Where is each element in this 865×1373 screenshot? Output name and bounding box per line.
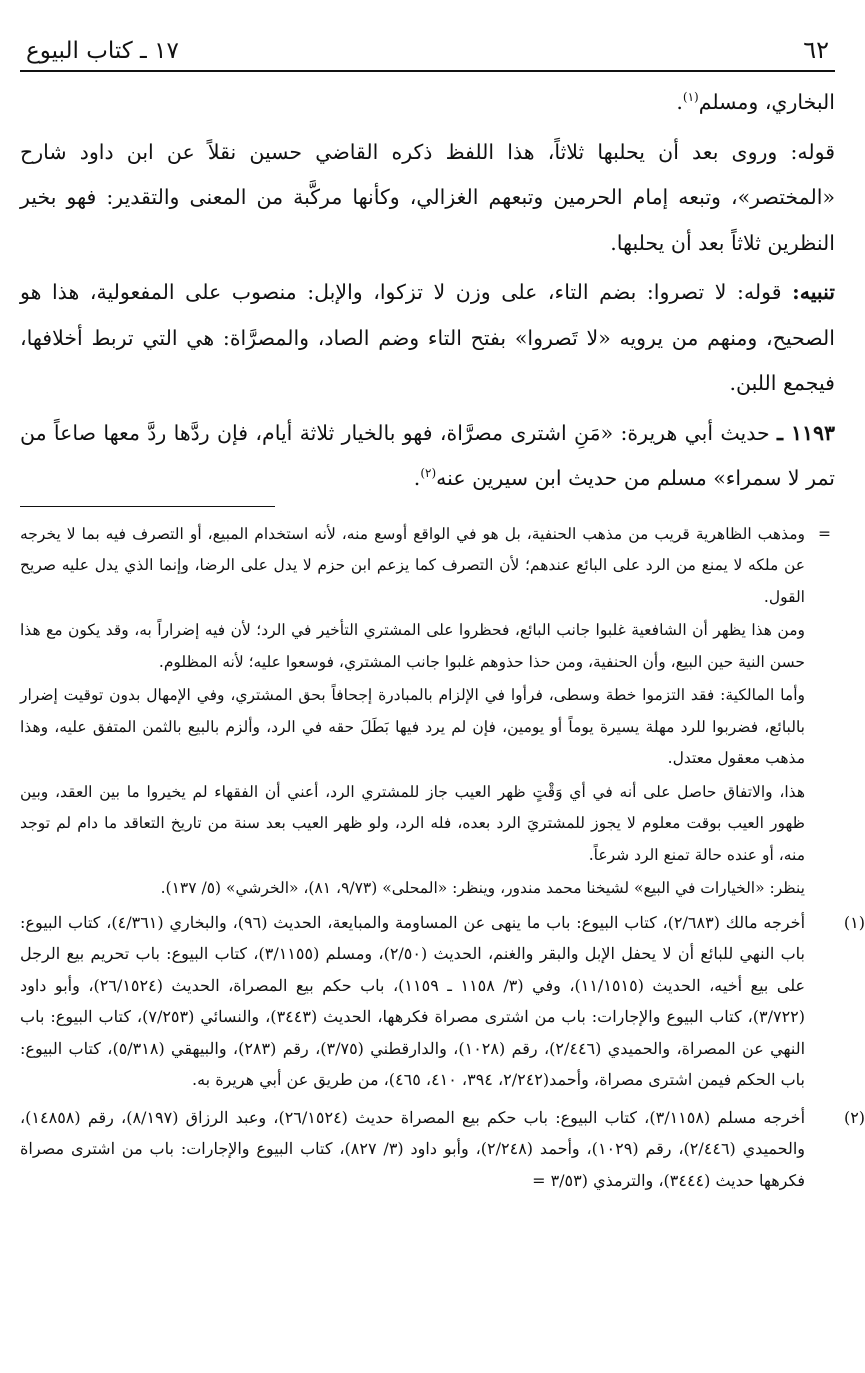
continuation-text-1: ومذهب الظاهرية قريب من مذهب الحنفية، بل هو في الواقع أوسع منه، لأنه استخدام المبيع، أو التصرف فيه بما لا يخرجه عن ملكه لا يمنع من الرد على البائع عندهم؛ لأن التصرف كما يزعم ابن حزم لا يدل على الرضا، وإنما الذي يدل عليه صريح القول. <box>20 524 805 606</box>
tanbih-text: قوله: لا تصروا: بضم التاء، على وزن لا تزكوا، والإبل: منصوب على المفعولية، هذا هو الصحيح، ومنهم من يرويه «لا تَصروا» بفتح التاء وضم الصاد، والمصرَّاة: هي التي تربط أخلافها، فيجمع اللبن. <box>20 280 835 395</box>
footnote-2-text: أخرجه مسلم (٣/١١٥٨)، كتاب البيوع: باب حكم بيع المصراة حديث (٢٦/١٥٢٤)، وعبد الرزاق (٨/١٩٧)، رقم (١٤٨٥٨)، والحميدي (٢/٤٤٦)، رقم (١٠٢٩)، وأحمد (٢/٢٤٨)، وأبو داود (٣/ ٨٢٧)، كتاب البيوع والإجارات: باب من اشترى مصراة فكرهها حديث (٣٤٤٤)، والترمذي (٣/٥٣ = <box>20 1107 806 1190</box>
hadith-text: حديث أبي هريرة: «مَنِ اشترى مصرَّاة، فهو بالخيار ثلاثة أيام، فإن ردَّها ردَّ معها صاعاً من تمر لا سمراء» مسلم من حديث ابن سيرين عنه <box>20 420 835 490</box>
footnote-1-text: أخرجه مالك (٢/٦٨٣)، كتاب البيوع: باب ما ينهى عن المساومة والمبايعة، الحديث (٩٦)، والبخاري (٤/٣٦١)، كتاب البيوع: باب النهي للبائع أن لا يحفل الإبل والبقر والغنم، الحديث (٢/٥٠)، ومسلم (٣/١١٥٥)، كتاب البيوع: باب تحريم بيع الرجل على بيع أخيه، الحديث (١١/١٥١٥)، وفي (٣/ ١١٥٨ ـ ١١٥٩)، باب حكم بيع المصراة، الحديث (٢٦/١٥٢٤)، وأبو داود (٣/٧٢٢)، كتاب البيوع والإجارات: باب من اشترى مصراة فكرهها، الحديث (٣٤٤٣)، والنسائي (٧/٢٥٣)، كتاب البيوع: باب النهي عن المصراة، والحميدي (٢/٤٤٦)، رقم (١٠٢٨)، والدارقطني (٣/٧٥)، رقم (٢٨٣)، والبيهقي (٥/٣١٨)، كتاب البيوع: باب الحكم فيمن اشترى مصراة، وأحمد(٢/٢٤٢، ٣٩٤، ٤١٠، ٤٦٥)، من طريق عن أبي هريرة به. <box>20 912 806 1089</box>
continuation-paragraph-2: ومن هذا يظهر أن الشافعية غلبوا جانب البائع، فحظروا على المشتري التأخير في الرد؛ لأن فيه إضراراً به، وقد يكون مع هذا حسن النية حين البيع، وأن الحنفية، ومن حذا حذوهم غلبوا جانب المشتري، فوسعوا عليه؛ لأنه المظلوم. <box>20 621 805 671</box>
footnote-1-number: (١) <box>843 912 865 932</box>
paragraph-tanbih <box>20 270 835 407</box>
continuation-paragraph-5: ينظر: «الخيارات في البيع» لشيخنا محمد مندور، وينظر: «المحلى» (٩/٧٣، ٨١)، «الخرشي» (٥/ ١٣٧). <box>160 879 805 897</box>
footnote-1 <box>20 907 865 1096</box>
tanbih-label: تنبيه: <box>792 280 835 304</box>
footnote-ref-2: (٢) <box>420 466 437 481</box>
footnote-ref-1: (١) <box>682 90 699 105</box>
continuation-paragraph-3: وأما المالكية: فقد التزموا خطة وسطى، فرأوا في الإلزام بالمبادرة إجحافاً بحق المشتري، وفي الإمهال بدون توقيت إضرار بالبائع، فضربوا للرد مهلة يسيرة يوماً أو يومين، فإن لم يرد فيها بَطَلَ حقه في الرد، وألزم بالبيع بالثمن المتفق عليه، وهذا مذهب معقول معتدل. <box>20 686 805 767</box>
footnote-continuation <box>20 519 835 614</box>
page-header <box>20 28 835 72</box>
intro-line: البخاري، ومسلم$^{(١)}$. <box>676 90 835 114</box>
footnote-2-number: (٢) <box>843 1107 865 1127</box>
footnote-divider <box>20 506 275 507</box>
paragraph-hadith: ١١٩٣ ـ حديث أبي هريرة: «مَنِ اشترى مصرَّاة، فهو بالخيار ثلاثة أيام، فإن ردَّها ردَّ معها صاعاً من تمر لا سمراء» مسلم من حديث ابن سيرين عنه$^{(٢)}$. <box>20 420 835 490</box>
page-number: ٦٢ <box>803 36 829 64</box>
intro-text: البخاري، ومسلم <box>698 90 835 114</box>
hadith-number: ١١٩٣ ـ <box>777 420 835 445</box>
continuation-mark: = <box>818 524 831 543</box>
continuation-paragraph-4: هذا، والاتفاق حاصل على أنه في أي وَقْتٍ ظهر العيب جاز للمشتري الرد، أعني أن الفقهاء لم يخيروا ما بين العقد، وبين ظهور العيب بوقت معلوم لا يجوز للمشتريَ الرد بعده، فله الرد، ولو ظهر العيب بعد سنة من تاريخ التعاقد ما دام لم توجد منه، أو عنده حالة تمنع الرد شرعاً. <box>20 782 805 864</box>
main-text <box>20 80 835 502</box>
book-page <box>20 28 865 1202</box>
footnotes <box>20 519 865 1197</box>
chapter-title: ١٧ ـ كتاب البيوع <box>26 38 179 64</box>
paragraph-qawluh: قوله: وروى بعد أن يحلبها ثلاثاً، هذا اللفظ ذكره القاضي حسين نقلاً عن ابن داود شارح «المختصر»، وتبعه إمام الحرمين وتبعهم الغزالي، وكأنها مركَّبة من المعنى والتقدير: فهو بخير النظرين ثلاثاً بعد أن يحلبها. <box>20 139 835 255</box>
footnote-2 <box>20 1102 865 1197</box>
